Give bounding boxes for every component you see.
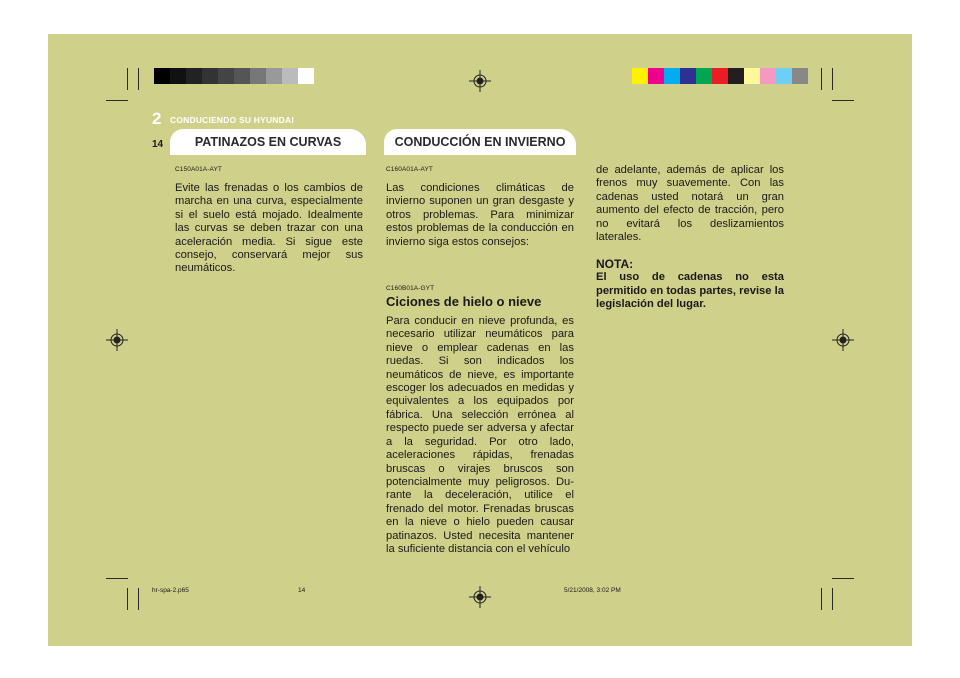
color-swatch [186, 68, 202, 84]
crop-mark [832, 100, 854, 101]
note-body: El uso de cadenas no esta permitido en todas partes, revise la legislación del lugar. [596, 271, 784, 311]
page-number: 14 [152, 138, 164, 150]
crop-mark [106, 578, 128, 579]
crop-mark [832, 578, 854, 579]
color-swatch [154, 68, 170, 84]
footer-filename: hr-spa-2.p65 [152, 587, 189, 594]
color-swatch [282, 68, 298, 84]
color-swatch [298, 68, 314, 84]
body-text: de adelante, además de aplicar los frenos muy suavemente. Con las cadenas usted notará un gran aumento del efecto de tracción, pero no evitará los deslizamientos laterales. [596, 164, 784, 244]
section-code: C160B01A-GYT [386, 285, 435, 293]
crop-mark [127, 588, 128, 610]
crop-mark [127, 68, 128, 90]
intro-text: Las condiciones climáticas de invierno suponen un gran desgaste y otros problemas. Para minimizar estos problemas de la conducción en invierno siga estos consejos: [386, 182, 574, 248]
color-swatch [202, 68, 218, 84]
color-swatch [632, 68, 648, 84]
color-swatch [696, 68, 712, 84]
color-swatch [250, 68, 266, 84]
color-swatch [234, 68, 250, 84]
color-swatch-bar [632, 68, 808, 84]
subsection-heading: Ciciones de hielo o nieve [386, 294, 542, 310]
body-text: Evite las frenadas o los cambios de marcha en una curva, especialmente si el suelo está mojado. Idealmente las curvas se deben trazar con una aceleración media. Si sigue este consejo, conservará mejor sus neumáticos. [175, 182, 363, 275]
section-code: C150A01A-AYT [175, 166, 222, 173]
body-text: Para conducir en nieve profunda, es necesario utilizar neumáticos para nieve o emplear cadenas en las ruedas. Si son indicados los neumáticos de nieve, es importante escoger los adecuados en medidas y equivalentes a los equipados por fábrica. Una selección errónea al respecto puede ser adversa y afectar a la seguridad. Por otro lado, aceleraciones rápidas, frenadas bruscas o virajes bruscos son potencialmente muy peligrosos. Du-rante la deceleración, utilice el frenado del motor. Frenadas bruscas en la nieve o hielo pueden causar patinazos. Usted necesita mantener la suficiente distancia con el vehículo [386, 315, 574, 555]
chapter-title: CONDUCIENDO SU HYUNDAI [170, 115, 294, 125]
crop-mark [138, 588, 139, 610]
registration-mark-icon [832, 329, 854, 351]
color-swatch [776, 68, 792, 84]
color-swatch [712, 68, 728, 84]
crop-mark [821, 588, 822, 610]
crop-mark [138, 68, 139, 90]
column-3 [596, 164, 784, 312]
footer-page: 14 [298, 587, 306, 594]
gray-swatch-bar [154, 68, 314, 84]
section-tab-skidding: PATINAZOS EN CURVAS [170, 129, 366, 155]
column-2 [386, 166, 574, 556]
section-code: C160A01A-AYT [386, 166, 433, 173]
color-swatch [760, 68, 776, 84]
registration-mark-icon [469, 70, 491, 92]
color-swatch [266, 68, 282, 84]
crop-mark [832, 68, 833, 90]
chapter-number: 2 [152, 109, 162, 128]
footer-datetime: 5/21/2008, 3:02 PM [564, 587, 621, 594]
crop-mark [106, 100, 128, 101]
color-swatch [728, 68, 744, 84]
color-swatch [664, 68, 680, 84]
color-swatch [680, 68, 696, 84]
crop-mark [821, 68, 822, 90]
color-swatch [218, 68, 234, 84]
registration-mark-icon [469, 586, 491, 608]
column-1 [175, 166, 363, 276]
color-swatch [648, 68, 664, 84]
crop-mark [832, 588, 833, 610]
registration-mark-icon [106, 329, 128, 351]
section-tab-winter-driving: CONDUCCIÓN EN INVIERNO [384, 129, 576, 155]
color-swatch [170, 68, 186, 84]
note-title: NOTA: [596, 257, 634, 272]
color-swatch [792, 68, 808, 84]
color-swatch [744, 68, 760, 84]
